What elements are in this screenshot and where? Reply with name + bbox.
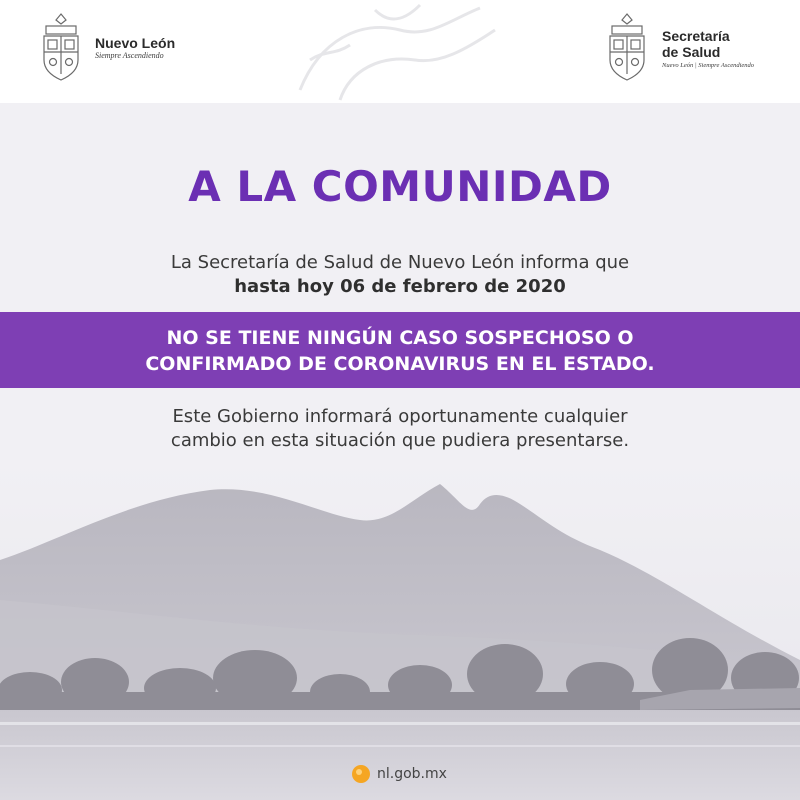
right-brand [662,28,754,70]
coat-of-arms-icon [604,12,650,84]
footer [0,760,800,790]
intro-text: La Secretaría de Salud de Nuevo León informa que [170,252,630,273]
intro-date: hasta hoy 06 de febrero de 2020 [234,276,566,297]
lion-watermark-icon [280,0,510,103]
brand-motto: Siempre Ascendiendo [95,51,164,60]
sun-icon [351,764,371,784]
department-name-line2: de Salud [662,44,721,60]
coat-of-arms-icon [38,12,84,84]
header-bar [0,0,800,103]
headline: A LA COMUNIDAD [188,162,612,211]
banner-line-2: CONFIRMADO DE CORONAVIRUS EN EL ESTADO. [145,353,655,375]
brand-name: Nuevo León [95,35,176,51]
left-brand [95,35,175,61]
announcement-banner [0,312,800,388]
note-line-2: cambio en esta situación que pudiera presentarse. [170,430,630,451]
banner-line-1: NO SE TIENE NINGÚN CASO SOSPECHOSO O [166,327,634,349]
note-line-1: Este Gobierno informará oportunamente cualquier [172,406,628,427]
website-link[interactable]: nl.gob.mx [377,766,447,782]
mountain-landscape-image [0,460,800,800]
department-motto: Nuevo León | Siempre Ascendiendo [662,62,755,69]
department-name-line1: Secretaría [662,28,730,44]
